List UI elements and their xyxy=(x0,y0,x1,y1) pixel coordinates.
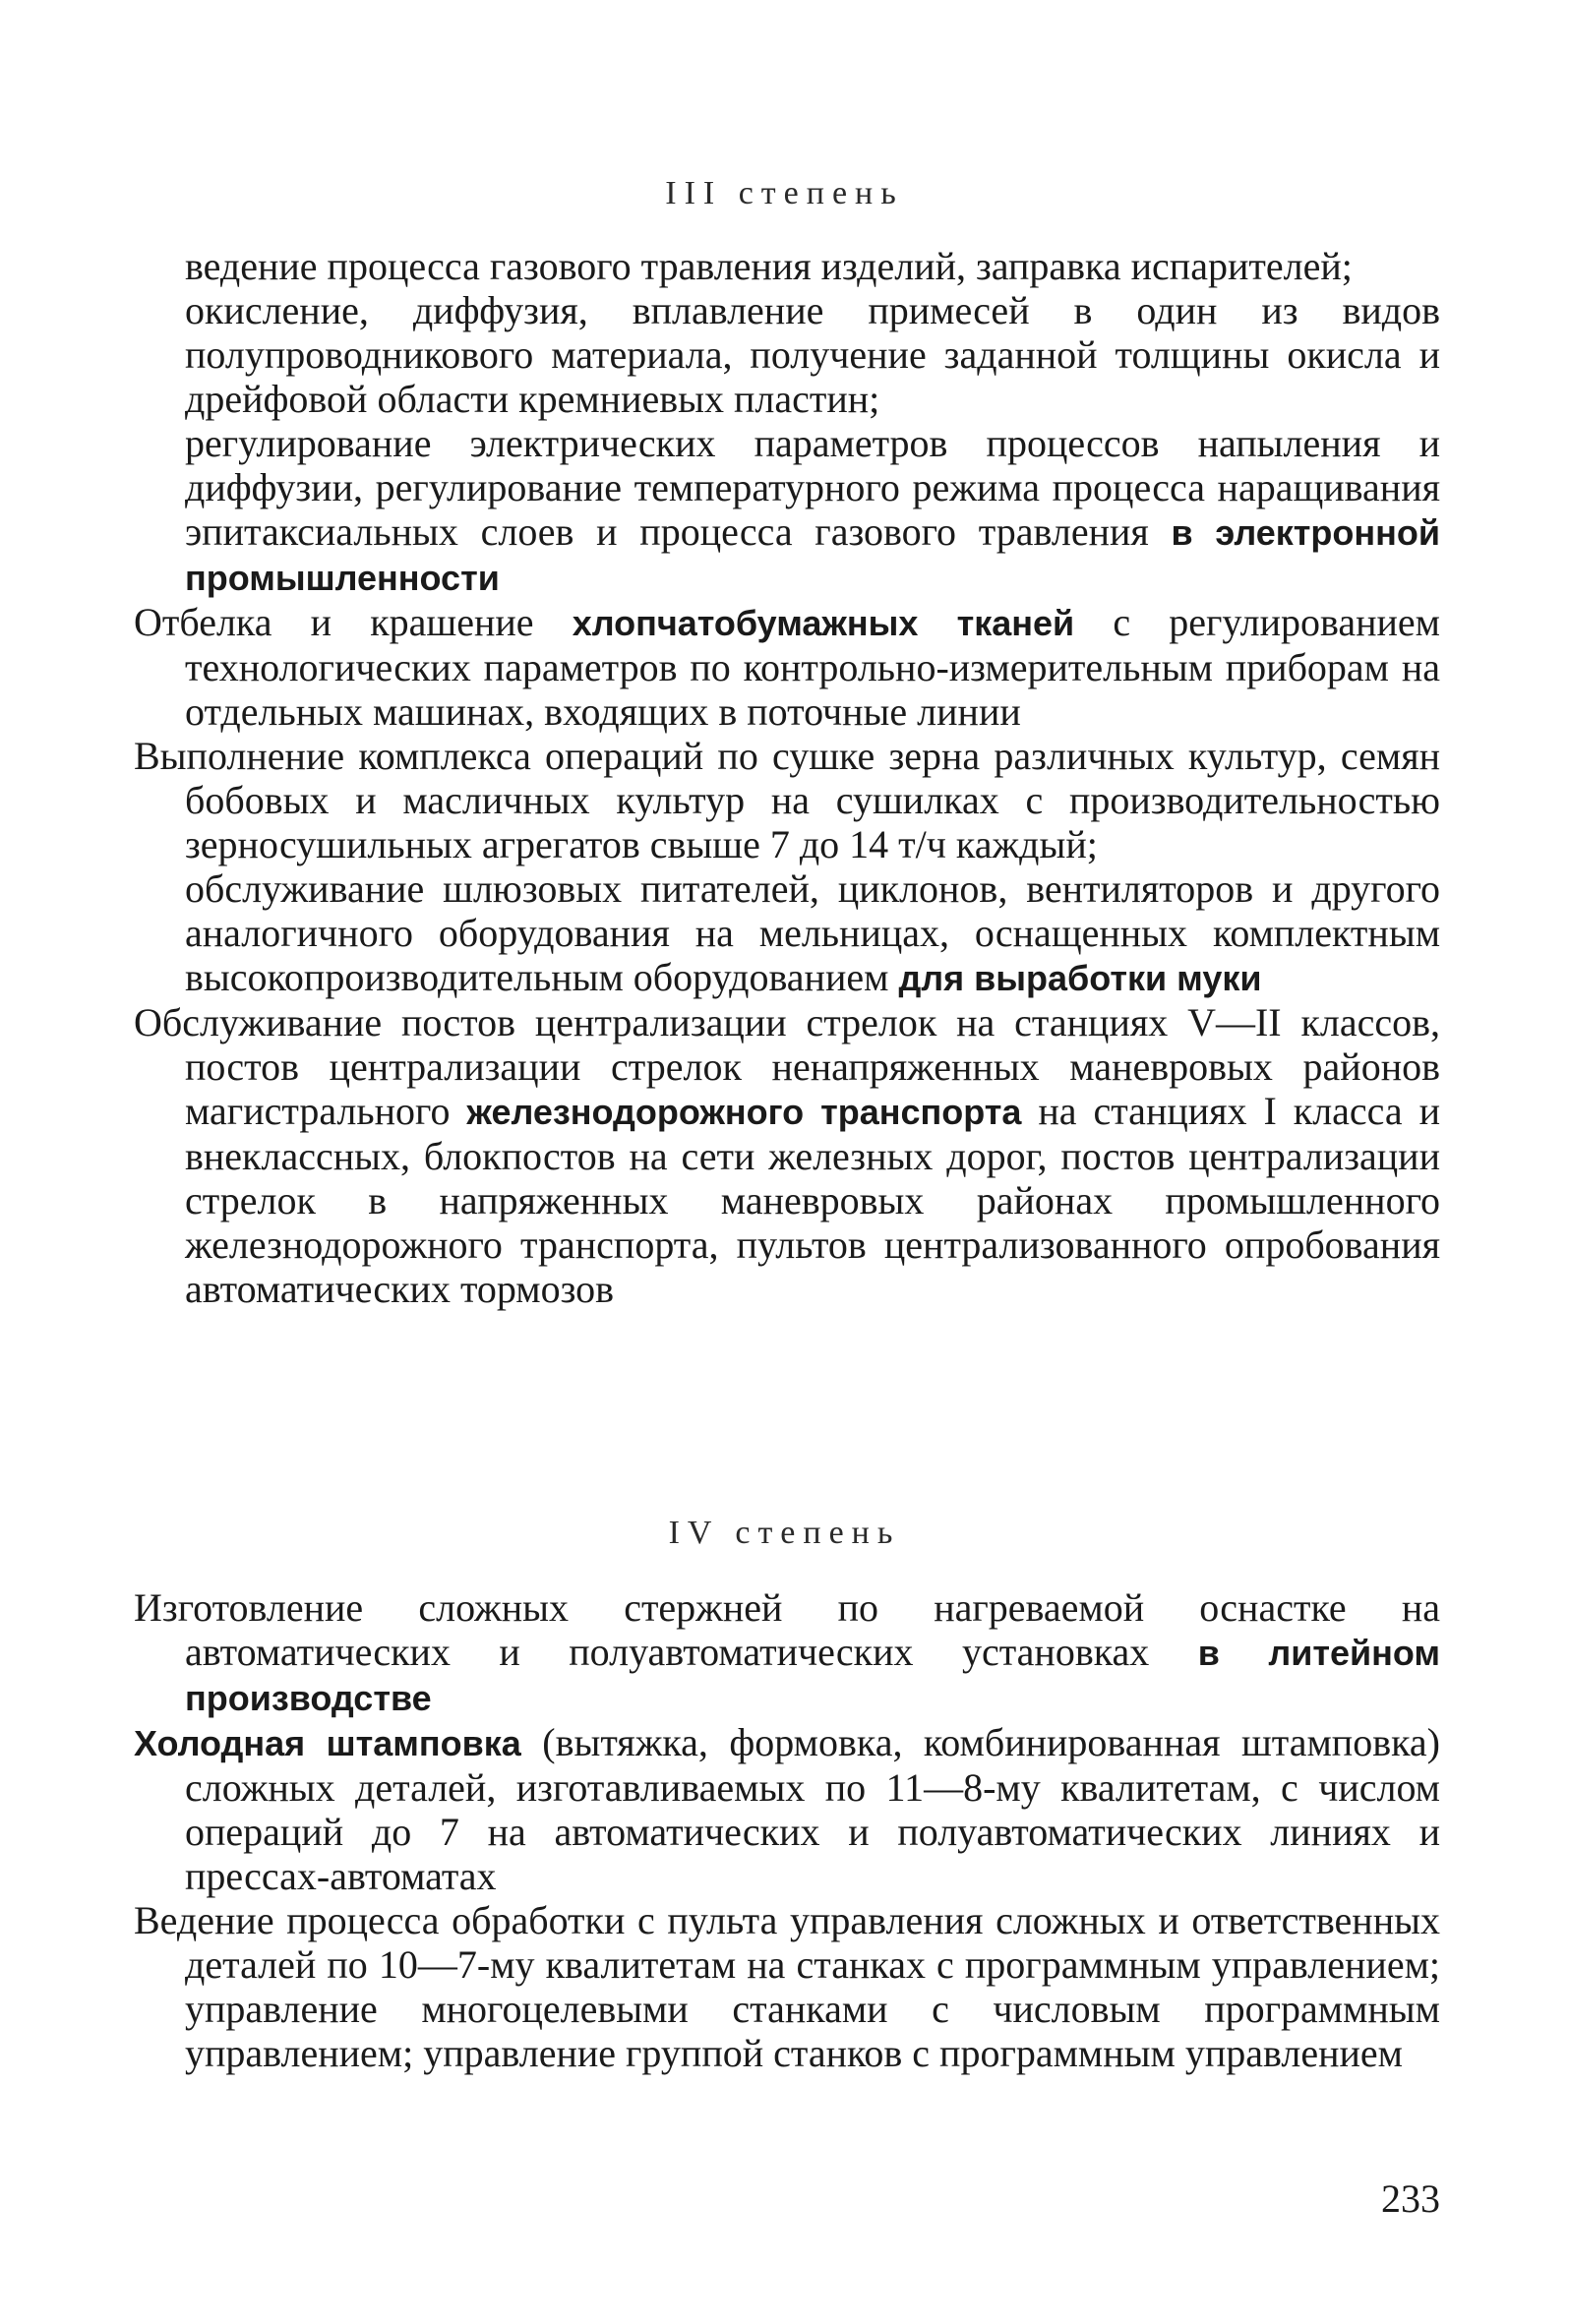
section-iv-body xyxy=(134,1585,1440,2075)
page-number: 233 xyxy=(1381,2176,1440,2221)
entry-text: ведение процесса газового травления изделий, заправка испарителей; xyxy=(185,244,1353,288)
entry-plain-text: (вытяжка, формовка, комбинированная штамповка) сложных деталей, изготавливаемых по 11—8-му квалитетам, с числом операций до 7 на автоматических и полуавтоматических линиях и прессах-автоматах xyxy=(185,1720,1440,1898)
entry-text: Выполнение комплекса операций по сушке зерна различных культур, семян бобовых и масличных культур на сушилках с производительностью зерносушильных агрегатов свыше 7 до 14 т/ч каждый; xyxy=(134,734,1440,866)
entry-text: окисление, диффузия, вплавление примесей в один из видов полупроводникового материала, получение заданной толщины окисла и дрейфовой области кремниевых пластин; xyxy=(185,288,1440,421)
entry-bold-text: в литейном производстве xyxy=(185,1633,1441,1718)
entry-text xyxy=(134,1585,1440,1720)
entry-text: Ведение процесса обработки с пульта управления сложных и ответственных деталей по 10—7-му квалитетам на станках с программным управлением; управление многоцелевыми станками с числовым программным управлением; управление группой станков с программным управлением xyxy=(134,1898,1440,2075)
entry-bold-text: хлопчатобумажных тканей xyxy=(572,603,1075,643)
entry-bold-text: для выработки муки xyxy=(898,958,1262,998)
entry-text xyxy=(134,1000,1440,1311)
entry-bold-text: Холодная штамповка xyxy=(134,1723,521,1763)
entry-text xyxy=(134,866,1440,1000)
entry-plain-text: Обслуживание постов централизации стрелок на станциях V—II классов, постов централизации стрелок ненапряженных маневровых районов магистрального xyxy=(134,1000,1440,1133)
entry-plain-text: Отбелка и крашение xyxy=(134,600,573,644)
entry-plain-text: Изготовление сложных стержней по нагреваемой оснастке на автоматических и полуавтоматических установках xyxy=(134,1585,1440,1674)
entry-plain-text: регулирование электрических параметров процессов напыления и диффузии, регулирование температурного режима процесса наращивания эпитаксиальных слоев и процесса газового травления xyxy=(185,421,1440,554)
entry-bold-text: железнодорожного транспорта xyxy=(466,1092,1022,1132)
entry-plain-text: с регулированием технологических параметров по контрольно-измерительным приборам на отдельных машинах, входящих в поточные линии xyxy=(185,600,1440,734)
entry-text xyxy=(134,600,1440,734)
entry-bold-text: в электронной промышленности xyxy=(185,512,1440,598)
entry-text xyxy=(134,1720,1440,1898)
section-heading-iii: III степень xyxy=(665,175,904,211)
entry-text xyxy=(134,421,1440,600)
entry-plain-text: обслуживание шлюзовых питателей, циклонов, вентиляторов и другого аналогичного оборудования на мельницах, оснащенных комплектным высокопроизводительным оборудованием xyxy=(185,866,1440,999)
section-heading-iv: IV степень xyxy=(668,1515,901,1551)
section-iii-body xyxy=(134,244,1440,1311)
entry-plain-text: на станциях I класса и внеклассных, блокпостов на сети железных дорог, постов централизации стрелок в напряженных маневровых районах промышленного железнодорожного транспорта, пультов централизованного опробования автоматических тормозов xyxy=(185,1089,1440,1311)
